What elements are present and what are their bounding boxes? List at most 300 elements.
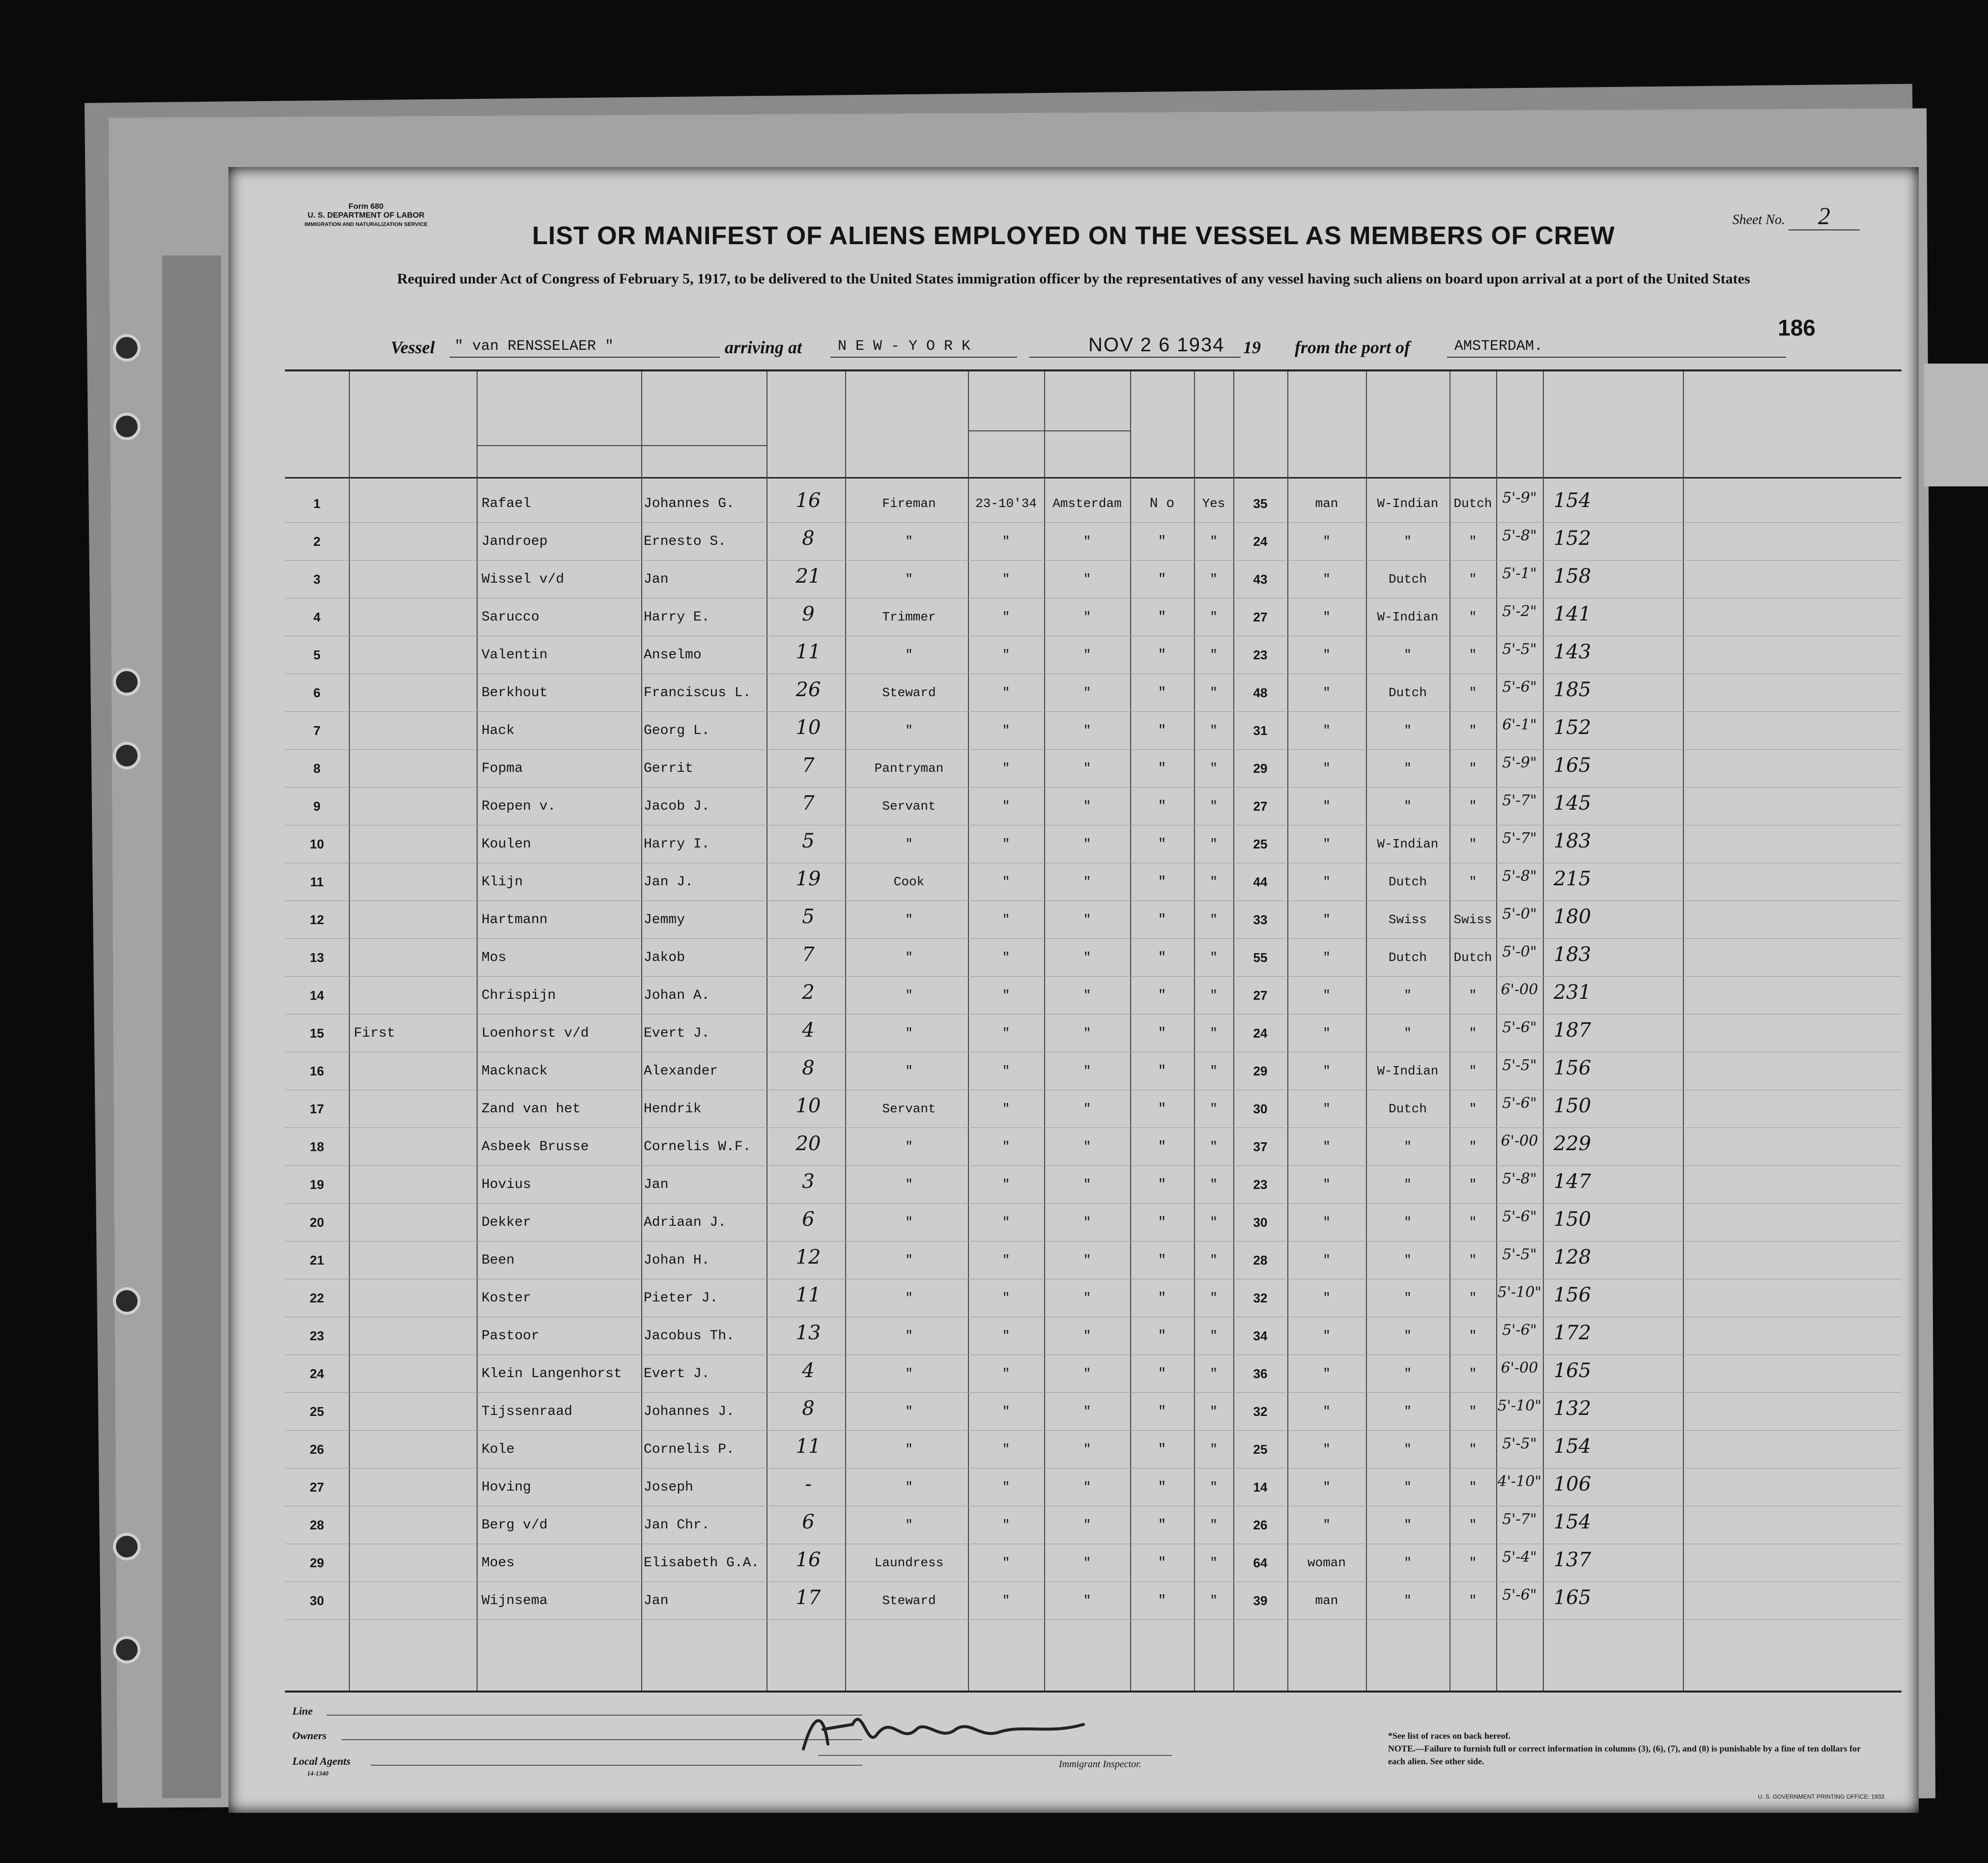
length-of-service-cell: 5 — [802, 905, 815, 928]
able-to-read-cell: " — [1210, 1442, 1218, 1457]
table-row — [285, 1165, 1902, 1203]
weight-cell: 187 — [1553, 1019, 1591, 1042]
length-of-service-cell: 12 — [795, 1246, 821, 1269]
name-subrule — [477, 445, 767, 446]
nationality-cell: " — [1469, 1026, 1477, 1041]
position-cell: " — [905, 534, 913, 549]
nationality-cell: " — [1469, 1555, 1477, 1570]
race-cell: " — [1404, 1366, 1412, 1381]
row-number-cell: 11 — [310, 875, 324, 889]
able-to-read-cell: " — [1210, 875, 1218, 889]
able-to-read-cell: " — [1210, 1366, 1218, 1381]
race-cell: " — [1404, 1518, 1412, 1532]
length-of-service-cell: 19 — [795, 868, 821, 890]
shipped-where-cell: " — [1083, 1101, 1091, 1116]
family-name-cell: Been — [482, 1253, 515, 1268]
height-cell: 5'-2" — [1502, 603, 1537, 620]
given-name-cell: Johannes G. — [644, 496, 735, 511]
height-cell: 6'-1" — [1502, 716, 1537, 734]
position-cell: " — [905, 1404, 913, 1419]
race-cell: " — [1404, 761, 1412, 776]
weight-cell: 154 — [1553, 1511, 1591, 1533]
shipped-where-cell: " — [1083, 1480, 1091, 1495]
shipped-where-cell: " — [1083, 572, 1091, 587]
race-cell: Swiss — [1388, 912, 1427, 927]
race-cell: Dutch — [1388, 950, 1427, 965]
inspector-label: Immigrant Inspector. — [1059, 1759, 1141, 1770]
age-cell: 39 — [1253, 1593, 1268, 1608]
position-cell: " — [905, 1366, 913, 1381]
family-name-cell: Mos — [482, 950, 507, 965]
able-to-read-cell: " — [1210, 1101, 1218, 1116]
paid-off-cell: " — [1158, 1555, 1166, 1571]
weight-cell: 154 — [1553, 1435, 1591, 1458]
height-cell: 5'-8" — [1502, 868, 1537, 885]
able-to-read-cell: " — [1210, 1555, 1218, 1570]
family-name-cell: Chrispijn — [482, 988, 556, 1003]
race-cell: " — [1404, 1026, 1412, 1041]
binder-hole — [113, 334, 141, 362]
paid-off-cell: " — [1158, 610, 1166, 625]
agents-code: 14-1340 — [307, 1770, 329, 1777]
race-cell: " — [1404, 1480, 1412, 1495]
manifest-table — [285, 369, 1902, 1693]
family-name-cell: Valentin — [482, 648, 548, 663]
underlying-page-edge — [162, 255, 221, 1798]
shipped-where-cell: " — [1083, 1555, 1091, 1570]
race-cell: " — [1404, 1253, 1412, 1268]
position-cell: Cook — [893, 875, 925, 889]
family-name-cell: Jandroep — [482, 534, 548, 549]
length-of-service-cell: 7 — [802, 792, 815, 815]
height-cell: 5'-6" — [1502, 1019, 1537, 1036]
length-of-service-cell: 8 — [802, 1057, 815, 1079]
row-number-cell: 23 — [310, 1328, 324, 1343]
row-number-cell: 20 — [310, 1215, 324, 1230]
height-cell: 5'-7" — [1502, 792, 1537, 809]
paid-off-cell: " — [1158, 837, 1166, 852]
family-name-cell: Klein Langenhorst — [482, 1366, 622, 1382]
position-cell: Servant — [882, 1101, 936, 1116]
able-to-read-cell: " — [1210, 912, 1218, 927]
length-of-service-cell: 11 — [795, 1284, 821, 1306]
inspector-underline — [818, 1755, 1172, 1756]
position-cell: " — [905, 1064, 913, 1078]
department-name: U. S. DEPARTMENT OF LABOR — [308, 211, 425, 220]
shipped-when-cell: " — [1002, 1064, 1010, 1078]
weight-cell: 165 — [1553, 1359, 1591, 1382]
nationality-cell: Swiss — [1453, 912, 1492, 927]
position-cell: " — [905, 950, 913, 965]
weight-cell: 231 — [1553, 981, 1591, 1004]
family-name-cell: Hartmann — [482, 912, 548, 928]
height-cell: 5'-10" — [1497, 1397, 1542, 1414]
paid-off-cell: " — [1158, 1101, 1166, 1117]
able-to-read-cell: " — [1210, 1177, 1218, 1192]
table-row — [285, 1468, 1902, 1505]
age-cell: 26 — [1253, 1518, 1268, 1532]
paid-off-cell: " — [1158, 1215, 1166, 1230]
sex-cell: " — [1323, 685, 1331, 700]
position-cell: " — [905, 1253, 913, 1268]
given-name-cell: Georg L. — [644, 723, 710, 738]
given-name-cell: Harry I. — [644, 837, 710, 852]
position-cell: " — [905, 1518, 913, 1532]
table-row — [285, 1014, 1902, 1051]
table-row — [285, 636, 1902, 673]
height-cell: 5'-6" — [1502, 1095, 1537, 1112]
given-name-cell: Jakob — [644, 950, 685, 965]
position-cell: " — [905, 1026, 913, 1041]
nationality-cell: " — [1469, 1177, 1477, 1192]
shipped-when-cell: " — [1002, 1215, 1010, 1230]
able-to-read-cell: " — [1210, 1593, 1218, 1608]
sex-cell: " — [1323, 1215, 1331, 1230]
shipped-where-cell: " — [1083, 1064, 1091, 1078]
page-number: 186 — [1778, 315, 1816, 340]
shipped-where-cell: " — [1083, 685, 1091, 700]
sex-cell: " — [1323, 875, 1331, 889]
row-number-cell: 17 — [310, 1101, 324, 1116]
shipped-when-cell: " — [1002, 761, 1010, 776]
sex-cell: " — [1323, 1101, 1331, 1116]
shipped-where-cell: " — [1083, 988, 1091, 1003]
shipped-where-cell: " — [1083, 799, 1091, 814]
height-cell: 5'-6" — [1502, 678, 1537, 696]
race-cell: " — [1404, 1328, 1412, 1343]
family-name-cell: Berkhout — [482, 685, 548, 701]
row-number-cell: 25 — [310, 1404, 324, 1419]
nationality-cell: " — [1469, 1518, 1477, 1532]
able-to-read-cell: " — [1210, 1139, 1218, 1154]
shipped-where-cell: " — [1083, 1177, 1091, 1192]
nationality-cell: " — [1469, 837, 1477, 851]
binder-hole — [113, 1287, 141, 1315]
sex-cell: " — [1323, 950, 1331, 965]
vessel-underline — [450, 357, 720, 358]
age-cell: 48 — [1253, 685, 1268, 700]
given-name-cell: Alexander — [644, 1064, 718, 1079]
length-of-service-cell: 11 — [795, 1435, 821, 1458]
paid-off-cell: " — [1158, 685, 1166, 701]
shipped-when-cell: " — [1002, 572, 1010, 587]
able-to-read-cell: " — [1210, 1480, 1218, 1495]
paid-off-cell: " — [1158, 1026, 1166, 1041]
paid-off-cell: " — [1158, 534, 1166, 549]
family-name-cell: Koster — [482, 1291, 531, 1306]
race-cell: " — [1404, 1215, 1412, 1230]
family-name-cell: Hovius — [482, 1177, 531, 1192]
weight-cell: 156 — [1553, 1284, 1591, 1306]
length-of-service-cell: 4 — [802, 1019, 815, 1042]
nationality-cell: " — [1469, 1064, 1477, 1078]
family-name-cell: Fopma — [482, 761, 523, 776]
shipped-when-cell: " — [1002, 799, 1010, 814]
race-cell: " — [1404, 648, 1412, 662]
age-cell: 29 — [1253, 761, 1268, 776]
shipped-when-cell: " — [1002, 1555, 1010, 1570]
table-row — [285, 749, 1902, 787]
weight-cell: 128 — [1553, 1246, 1591, 1269]
given-name-cell: Gerrit — [644, 761, 693, 776]
weight-cell: 183 — [1553, 830, 1591, 852]
shipped-when-cell: " — [1002, 875, 1010, 889]
sex-cell: " — [1323, 1480, 1331, 1495]
paid-off-cell: " — [1158, 1177, 1166, 1192]
height-cell: 5'-6" — [1502, 1586, 1537, 1604]
line-underline — [327, 1715, 862, 1716]
weight-cell: 150 — [1553, 1095, 1591, 1117]
arriving-underline — [830, 357, 1017, 358]
height-cell: 6'-00 — [1501, 1132, 1538, 1150]
sex-cell: " — [1323, 1328, 1331, 1343]
able-to-read-cell: " — [1210, 799, 1218, 814]
paid-off-cell: " — [1158, 912, 1166, 928]
sex-cell: " — [1323, 1442, 1331, 1457]
sheet-number-label: Sheet No. — [1732, 212, 1785, 227]
length-of-service-cell: 5 — [802, 830, 815, 852]
race-cell: " — [1404, 1442, 1412, 1457]
race-cell: Dutch — [1388, 875, 1427, 889]
line-label: Line — [292, 1705, 313, 1717]
row-number-cell: 18 — [310, 1139, 324, 1154]
position-cell: " — [905, 723, 913, 738]
table-row — [285, 1052, 1902, 1089]
height-cell: 5'-9" — [1502, 489, 1537, 507]
given-name-cell: Jacob J. — [644, 799, 710, 814]
able-to-read-cell: " — [1210, 1328, 1218, 1343]
nationality-cell: " — [1469, 723, 1477, 738]
binder-hole — [113, 668, 141, 696]
given-name-cell: Jan — [644, 572, 669, 587]
age-cell: 27 — [1253, 988, 1268, 1003]
table-row — [285, 598, 1902, 635]
given-name-cell: Cornelis P. — [644, 1442, 735, 1457]
table-row — [285, 1430, 1902, 1468]
length-of-service-cell: 6 — [802, 1511, 815, 1533]
age-cell: 27 — [1253, 799, 1268, 814]
position-cell: Steward — [882, 1593, 936, 1608]
height-cell: 5'-5" — [1502, 1435, 1537, 1452]
owners-label: Owners — [292, 1729, 327, 1742]
length-of-service-cell: 10 — [795, 1095, 821, 1117]
row-number-cell: 15 — [310, 1026, 324, 1041]
table-row — [285, 1203, 1902, 1241]
paid-off-cell: " — [1158, 988, 1166, 1003]
able-to-read-cell: " — [1210, 1291, 1218, 1305]
row-number-cell: 2 — [313, 534, 321, 549]
table-row — [285, 1355, 1902, 1392]
race-cell: " — [1404, 1177, 1412, 1192]
sex-cell: " — [1323, 1291, 1331, 1305]
shipped-when-cell: " — [1002, 837, 1010, 851]
table-row — [285, 1506, 1902, 1543]
shipped-where-cell: " — [1083, 912, 1091, 927]
race-cell: " — [1404, 799, 1412, 814]
paid-off-cell: " — [1158, 1328, 1166, 1344]
age-cell: 30 — [1253, 1215, 1268, 1230]
height-cell: 5'-7" — [1502, 830, 1537, 847]
shipped-when-cell: " — [1002, 534, 1010, 549]
given-name-cell: Jan J. — [644, 875, 693, 890]
able-to-read-cell: " — [1210, 1026, 1218, 1041]
row-number-cell: 28 — [310, 1518, 324, 1532]
paid-off-cell: " — [1158, 875, 1166, 890]
height-cell: 5'-5" — [1502, 1057, 1537, 1074]
shipped-where-cell: " — [1083, 950, 1091, 965]
given-name-cell: Hendrik — [644, 1101, 702, 1117]
table-row — [285, 787, 1902, 824]
vessel-name: " van RENSSELAER " — [454, 338, 614, 355]
sex-cell: " — [1323, 1518, 1331, 1532]
shipped-where-cell: " — [1083, 1366, 1091, 1381]
length-of-service-cell: 8 — [802, 527, 815, 550]
nationality-cell: " — [1469, 988, 1477, 1003]
weight-cell: 152 — [1553, 527, 1591, 550]
family-name-cell: Koulen — [482, 837, 531, 852]
given-name-cell: Jan Chr. — [644, 1518, 710, 1533]
given-name-cell: Harry E. — [644, 610, 710, 625]
paid-off-cell: " — [1158, 1518, 1166, 1533]
table-row — [285, 484, 1902, 522]
family-name-cell: Hoving — [482, 1480, 531, 1495]
shipped-where-cell: " — [1083, 534, 1091, 549]
table-row — [285, 1317, 1902, 1354]
row-number-cell: 10 — [310, 837, 324, 851]
family-name-cell: Macknack — [482, 1064, 548, 1079]
shipped-when-cell: " — [1002, 685, 1010, 700]
row-number-cell: 13 — [310, 950, 324, 965]
age-cell: 25 — [1253, 1442, 1268, 1457]
row-number-cell: 19 — [310, 1177, 324, 1192]
age-cell: 23 — [1253, 1177, 1268, 1192]
sex-cell: " — [1323, 572, 1331, 587]
nationality-cell: " — [1469, 1328, 1477, 1343]
from-port-underline — [1447, 357, 1786, 358]
paid-off-cell: " — [1158, 1442, 1166, 1457]
height-cell: 5'-7" — [1502, 1511, 1537, 1528]
weight-cell: 172 — [1553, 1322, 1591, 1344]
shipped-where-cell: " — [1083, 1026, 1091, 1041]
length-of-service-cell: 8 — [802, 1397, 815, 1420]
header-separator — [285, 477, 1902, 479]
sex-cell: " — [1323, 1177, 1331, 1192]
height-cell: 5'-10" — [1497, 1284, 1542, 1301]
length-of-service-cell: 26 — [795, 678, 821, 701]
race-cell: Dutch — [1388, 685, 1427, 700]
table-row — [285, 976, 1902, 1014]
nationality-cell: Dutch — [1453, 950, 1492, 965]
weight-cell: 141 — [1553, 603, 1591, 625]
able-to-read-cell: " — [1210, 761, 1218, 776]
shipped-subrule — [968, 430, 1130, 431]
paid-off-cell: N o — [1149, 496, 1175, 511]
sex-cell: " — [1323, 912, 1331, 927]
shipped-when-cell: " — [1002, 1026, 1010, 1041]
weight-cell: 229 — [1553, 1132, 1591, 1155]
table-row — [285, 938, 1902, 976]
side-margin-note — [1924, 364, 1988, 486]
row-number-cell: 1 — [313, 496, 321, 511]
length-of-service-cell: 10 — [795, 716, 821, 739]
age-cell: 32 — [1253, 1404, 1268, 1419]
family-name-cell: Rafael — [482, 496, 531, 511]
family-name-cell: Berg v/d — [482, 1518, 548, 1533]
given-name-cell: Franciscus L. — [644, 685, 751, 701]
weight-cell: 145 — [1553, 792, 1591, 815]
given-name-cell: Johan A. — [644, 988, 710, 1003]
paid-off-cell: " — [1158, 648, 1166, 663]
length-of-service-cell: 4 — [802, 1359, 815, 1382]
agents-label: Local Agents — [292, 1755, 351, 1767]
row-number-cell: 21 — [310, 1253, 324, 1268]
given-name-cell: Jemmy — [644, 912, 685, 928]
able-to-read-cell: " — [1210, 723, 1218, 738]
age-cell: 64 — [1253, 1555, 1268, 1570]
year-label: 19 — [1243, 338, 1261, 357]
weight-cell: 152 — [1553, 716, 1591, 739]
given-name-cell: Johannes J. — [644, 1404, 735, 1419]
race-cell: Dutch — [1388, 572, 1427, 587]
given-name-cell: Jan — [644, 1177, 669, 1192]
form-number: Form 680 — [348, 202, 384, 211]
nationality-cell: " — [1469, 1101, 1477, 1116]
given-name-cell: Joseph — [644, 1480, 693, 1495]
from-port-label: from the port of — [1295, 338, 1411, 357]
weight-cell: 147 — [1553, 1170, 1591, 1193]
length-of-service-cell: 3 — [802, 1170, 815, 1193]
paid-off-cell: " — [1158, 1291, 1166, 1306]
paid-off-cell: " — [1158, 723, 1166, 738]
sex-cell: " — [1323, 1253, 1331, 1268]
nationality-cell: " — [1469, 1480, 1477, 1495]
paid-off-cell: " — [1158, 1366, 1166, 1382]
sex-cell: " — [1323, 1366, 1331, 1381]
weight-cell: 215 — [1553, 868, 1591, 890]
shipped-when-cell: " — [1002, 1404, 1010, 1419]
age-cell: 23 — [1253, 648, 1268, 662]
position-cell: " — [905, 1215, 913, 1230]
paid-off-cell: " — [1158, 1253, 1166, 1268]
table-row — [285, 711, 1902, 749]
age-cell: 36 — [1253, 1366, 1268, 1381]
position-cell: " — [905, 1291, 913, 1305]
age-cell: 33 — [1253, 912, 1268, 927]
paid-off-cell: " — [1158, 950, 1166, 965]
able-to-read-cell: Yes — [1202, 496, 1225, 511]
weight-cell: 165 — [1553, 754, 1591, 777]
paid-off-cell: " — [1158, 1139, 1166, 1155]
nationality-cell: " — [1469, 875, 1477, 889]
table-row — [285, 863, 1902, 900]
sex-cell: " — [1323, 610, 1331, 624]
shipped-when-cell: 23-10'34 — [975, 496, 1037, 511]
able-to-read-cell: " — [1210, 1215, 1218, 1230]
position-cell: Steward — [882, 685, 936, 700]
shipped-where-cell: " — [1083, 1291, 1091, 1305]
able-to-read-cell: " — [1210, 610, 1218, 624]
penalty-note: NOTE.—Failure to furnish full or correct information in columns (3), (6), (7), and (8) is punishable by a fine of ten dollars for each alien. See other side. — [1388, 1744, 1861, 1766]
position-cell: Laundress — [874, 1555, 944, 1570]
nationality-cell: Dutch — [1453, 496, 1492, 511]
family-name-cell: Tijssenraad — [482, 1404, 572, 1419]
race-cell: " — [1404, 1555, 1412, 1570]
family-name-cell: Kole — [482, 1442, 515, 1457]
nationality-cell: " — [1469, 1139, 1477, 1154]
nationality-cell: " — [1469, 1253, 1477, 1268]
family-name-cell: Asbeek Brusse — [482, 1139, 589, 1155]
height-cell: 5'-6" — [1502, 1322, 1537, 1339]
